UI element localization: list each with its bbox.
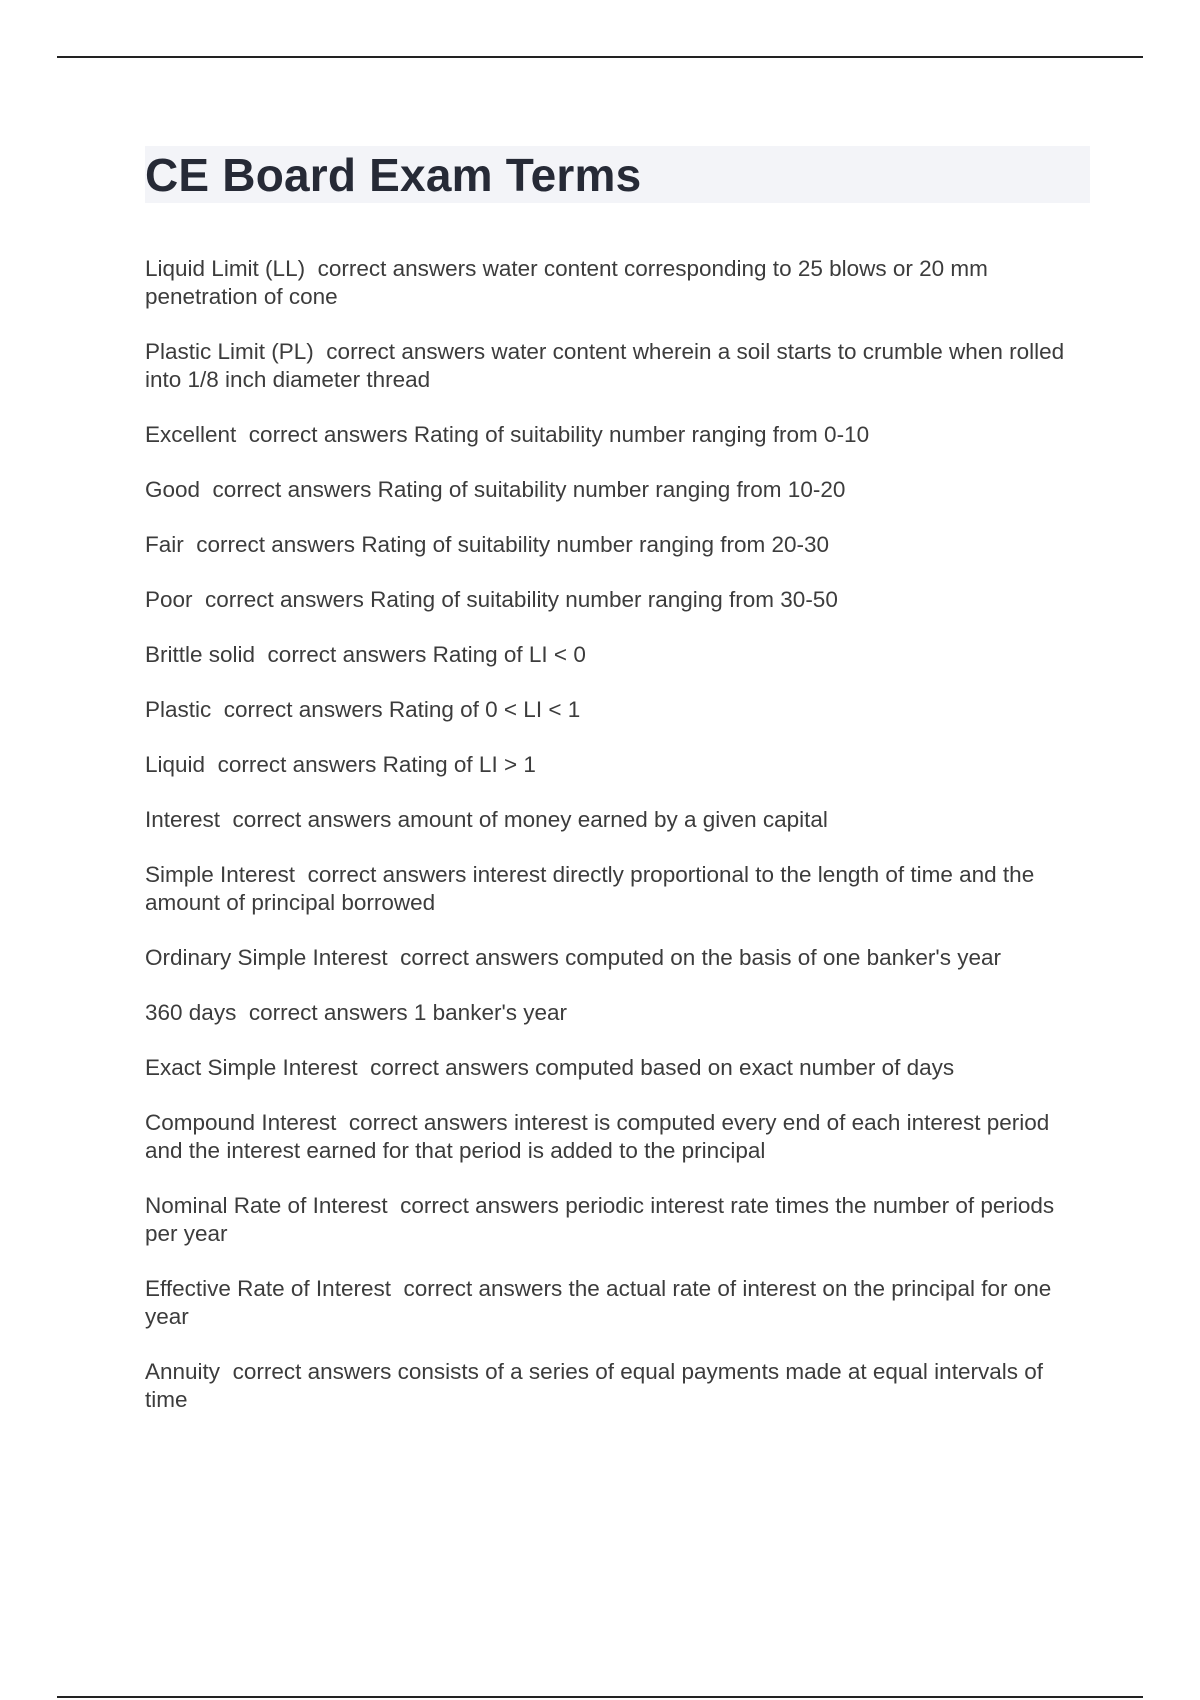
term-list: [145, 255, 1090, 1414]
term-entry: [145, 641, 1090, 669]
answer-text: interest is computed every end of each interest period and the interest earned for that period is added to the principal: [145, 1110, 1050, 1163]
term-entry: [145, 531, 1090, 559]
answer-separator: correct answers: [183, 532, 362, 557]
answer-separator: correct answers: [192, 587, 371, 612]
answer-separator: correct answers: [305, 256, 483, 281]
term-text: Brittle solid: [145, 642, 256, 667]
answer-text: water content wherein a soil starts to crumble when rolled into 1/8 inch diameter thread: [145, 339, 1065, 392]
term-text: Ordinary Simple Interest: [145, 945, 388, 970]
term-text: Good: [145, 477, 201, 502]
term-entry: [145, 476, 1090, 504]
answer-separator: correct answers: [387, 945, 566, 970]
answer-separator: correct answers: [200, 477, 378, 502]
term-text: Interest: [145, 807, 221, 832]
answer-text: Rating of suitability number ranging from 20-30: [361, 532, 830, 557]
answer-text: computed on the basis of one banker's year: [565, 945, 1001, 970]
term-entry: [145, 255, 1090, 311]
term-text: Exact Simple Interest: [145, 1055, 358, 1080]
answer-text: Rating of suitability number ranging from 10-20: [377, 477, 846, 502]
term-entry: [145, 1275, 1090, 1331]
term-entry: [145, 944, 1090, 972]
answer-text: the actual rate of interest on the principal for one year: [145, 1276, 1052, 1329]
answer-separator: correct answers: [390, 1276, 569, 1301]
term-entry: [145, 696, 1090, 724]
title-bar: [145, 146, 1090, 203]
answer-text: Rating of suitability number ranging from 30-50: [370, 587, 838, 612]
term-text: Simple Interest: [145, 862, 296, 887]
answer-text: periodic interest rate times the number of periods per year: [145, 1193, 1055, 1246]
answer-text: Rating of 0 < LI < 1: [388, 697, 581, 722]
term-entry: [145, 751, 1090, 779]
document-title: CE Board Exam Terms: [145, 148, 642, 201]
term-text: Nominal Rate of Interest: [145, 1193, 388, 1218]
top-rule: [57, 56, 1143, 58]
answer-text: 1 banker's year: [413, 1000, 568, 1025]
answer-separator: correct answers: [205, 752, 383, 777]
document-body: [145, 146, 1090, 1441]
term-entry: [145, 1192, 1090, 1248]
term-entry: [145, 861, 1090, 917]
term-entry: [145, 421, 1090, 449]
term-entry: [145, 338, 1090, 394]
term-entry: [145, 1358, 1090, 1414]
answer-text: Rating of LI < 0: [432, 642, 586, 667]
term-text: Plastic Limit (PL): [145, 339, 314, 364]
answer-separator: correct answers: [313, 339, 492, 364]
answer-text: water content corresponding to 25 blows or 20 mm penetration of cone: [145, 256, 988, 309]
answer-separator: correct answers: [255, 642, 433, 667]
answer-separator: correct answers: [236, 1000, 414, 1025]
answer-text: amount of money earned by a given capital: [397, 807, 828, 832]
term-text: Excellent: [145, 422, 237, 447]
term-text: Poor: [145, 587, 193, 612]
answer-text: consists of a series of equal payments made at equal intervals of time: [145, 1359, 1043, 1412]
answer-text: interest directly proportional to the length of time and the amount of principal borrowed: [145, 862, 1035, 915]
term-text: Annuity: [145, 1359, 221, 1384]
term-text: Liquid: [145, 752, 206, 777]
term-entry: [145, 1109, 1090, 1165]
term-text: Plastic: [145, 697, 212, 722]
answer-text: Rating of suitability number ranging from 0-10: [413, 422, 870, 447]
term-entry: [145, 999, 1090, 1027]
answer-separator: correct answers: [295, 862, 473, 887]
answer-separator: correct answers: [336, 1110, 514, 1135]
answer-text: Rating of LI > 1: [382, 752, 536, 777]
answer-separator: correct answers: [220, 807, 398, 832]
answer-separator: correct answers: [236, 422, 414, 447]
term-text: 360 days: [145, 1000, 237, 1025]
bottom-rule: [57, 1696, 1143, 1698]
term-text: Compound Interest: [145, 1110, 337, 1135]
answer-separator: correct answers: [211, 697, 389, 722]
term-text: Fair: [145, 532, 184, 557]
term-entry: [145, 586, 1090, 614]
term-text: Effective Rate of Interest: [145, 1276, 391, 1301]
answer-separator: correct answers: [220, 1359, 398, 1384]
answer-separator: correct answers: [387, 1193, 566, 1218]
answer-separator: correct answers: [357, 1055, 536, 1080]
term-text: Liquid Limit (LL): [145, 256, 306, 281]
answer-text: computed based on exact number of days: [535, 1055, 955, 1080]
term-entry: [145, 1054, 1090, 1082]
term-entry: [145, 806, 1090, 834]
